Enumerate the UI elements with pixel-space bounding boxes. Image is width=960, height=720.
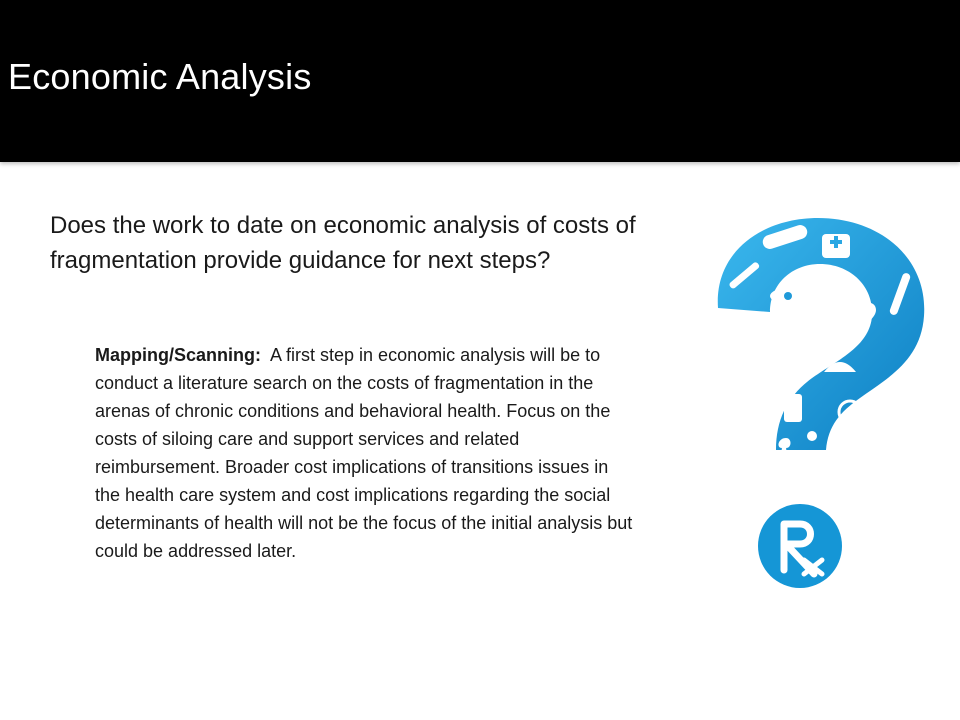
meditating-figure-icon (833, 333, 847, 347)
question-mark-graphic (700, 212, 940, 592)
mapping-paragraph (95, 341, 635, 565)
question-text: Does the work to date on economic analysis of costs of fragmentation provide guidance for next steps? (50, 212, 636, 274)
medicine-bottle-icon (784, 394, 802, 422)
stethoscope-icon (739, 345, 749, 355)
mapping-text: A first step in economic analysis will be to conduct a literature search on the costs of fragmentation in the arenas of chronic conditions and behavioral health. Focus on the costs of siloing care and support services and related reimbursement. Broader cost implications of transitions issues in the health care system and cost implications regarding the social determinants of health will not be the focus of the initial analysis but could be addressed later. (95, 345, 633, 561)
mapping-lead: Mapping/Scanning: (95, 345, 261, 365)
pill-icon (729, 319, 755, 340)
title-bar (0, 0, 960, 162)
slide-title: Economic Analysis (8, 56, 312, 97)
running-figure-icon (807, 431, 817, 441)
question-mark-svg (700, 212, 940, 592)
